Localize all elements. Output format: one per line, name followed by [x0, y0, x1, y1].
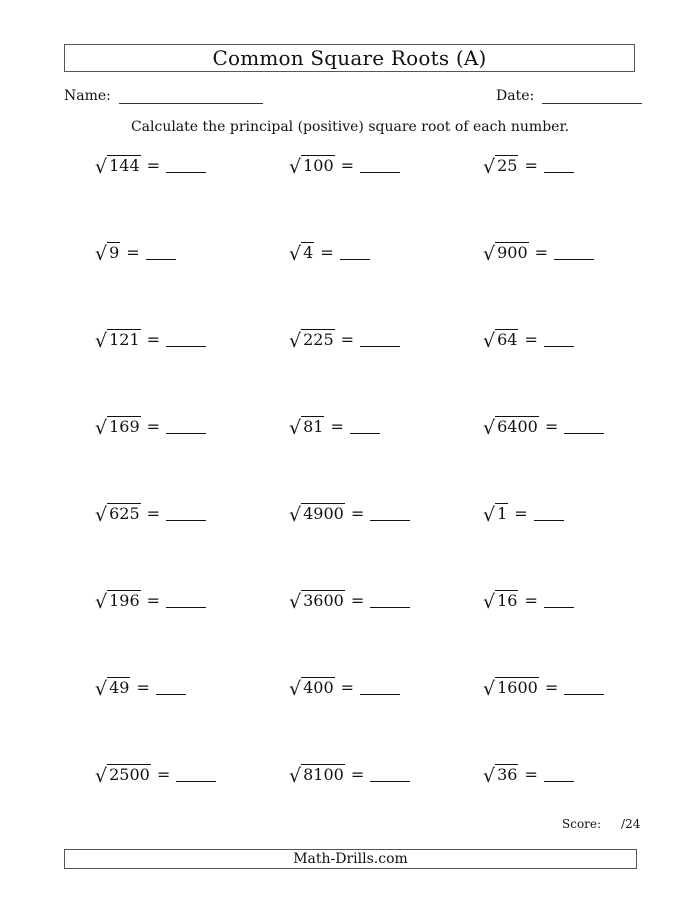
- radical-sign-icon: √: [289, 765, 302, 787]
- worksheet-title-text: Common Square Roots (A): [212, 46, 487, 70]
- radicand: 1600: [497, 678, 538, 697]
- problem-item: [289, 590, 410, 613]
- answer-blank[interactable]: [156, 680, 186, 695]
- radicand: 196: [109, 591, 140, 610]
- radical-sign-icon: √: [289, 156, 302, 178]
- square-root-expression: [289, 155, 335, 178]
- radicand: 100: [303, 156, 334, 175]
- equals-sign: =: [350, 591, 365, 610]
- answer-blank[interactable]: [544, 767, 574, 782]
- answer-blank[interactable]: [544, 332, 574, 347]
- score-total: /24: [621, 817, 641, 831]
- square-root-expression: [483, 329, 518, 352]
- radicand: 2500: [109, 765, 150, 784]
- problem-item: [289, 329, 400, 352]
- answer-blank[interactable]: [146, 245, 176, 260]
- score-label: Score:: [562, 817, 602, 831]
- equals-sign: =: [524, 591, 538, 610]
- radical-sign-icon: √: [289, 591, 302, 613]
- radical-sign-icon: √: [483, 243, 496, 265]
- problem-item: [289, 503, 410, 526]
- radicand: 25: [497, 156, 518, 175]
- square-root-expression: [483, 416, 539, 439]
- answer-blank[interactable]: [544, 158, 574, 173]
- square-root-expression: [483, 155, 518, 178]
- answer-blank[interactable]: [166, 158, 206, 173]
- square-root-expression: [289, 503, 345, 526]
- radical-sign-icon: √: [483, 591, 496, 613]
- radical-sign-icon: √: [289, 243, 302, 265]
- radical-sign-icon: √: [95, 243, 108, 265]
- equals-sign: =: [146, 330, 161, 349]
- radical-sign-icon: √: [95, 330, 108, 352]
- radical-sign-icon: √: [483, 504, 496, 526]
- equals-sign: =: [524, 156, 538, 175]
- problem-item: [483, 242, 594, 265]
- problem-item: [289, 764, 410, 787]
- radicand: 36: [497, 765, 518, 784]
- radical-sign-icon: √: [483, 678, 496, 700]
- problem-item: [95, 590, 206, 613]
- square-root-expression: [483, 764, 518, 787]
- answer-blank[interactable]: [534, 506, 564, 521]
- radicand: 169: [109, 417, 140, 436]
- radical-sign-icon: √: [95, 504, 108, 526]
- answer-blank[interactable]: [360, 680, 400, 695]
- square-root-expression: [95, 503, 141, 526]
- answer-blank[interactable]: [370, 593, 410, 608]
- problem-item: [289, 416, 380, 439]
- problem-item: [483, 416, 604, 439]
- square-root-expression: [95, 329, 141, 352]
- square-root-expression: [289, 242, 314, 265]
- name-label: Name:: [64, 88, 111, 104]
- answer-blank[interactable]: [350, 419, 380, 434]
- equals-sign: =: [544, 417, 559, 436]
- square-root-expression: [483, 503, 508, 526]
- problem-item: [483, 155, 574, 178]
- answer-blank[interactable]: [370, 767, 410, 782]
- equals-sign: =: [146, 504, 161, 523]
- radicand: 49: [109, 678, 130, 697]
- answer-blank[interactable]: [166, 506, 206, 521]
- equals-sign: =: [340, 678, 355, 697]
- answer-blank[interactable]: [166, 419, 206, 434]
- answer-blank[interactable]: [564, 680, 604, 695]
- equals-sign: =: [340, 156, 355, 175]
- equals-sign: =: [544, 678, 559, 697]
- problem-item: [483, 329, 574, 352]
- equals-sign: =: [534, 243, 549, 262]
- radical-sign-icon: √: [289, 417, 302, 439]
- radical-sign-icon: √: [95, 765, 108, 787]
- answer-blank[interactable]: [166, 593, 206, 608]
- problem-item: [95, 329, 206, 352]
- score-area: [562, 817, 640, 831]
- radical-sign-icon: √: [95, 417, 108, 439]
- answer-blank[interactable]: [176, 767, 216, 782]
- answer-blank[interactable]: [544, 593, 574, 608]
- equals-sign: =: [350, 504, 365, 523]
- problem-item: [483, 590, 574, 613]
- problem-item: [289, 242, 370, 265]
- problem-item: [289, 677, 400, 700]
- equals-sign: =: [126, 243, 140, 262]
- radicand: 81: [303, 417, 324, 436]
- square-root-expression: [289, 677, 335, 700]
- footer-text: Math-Drills.com: [293, 851, 408, 867]
- equals-sign: =: [136, 678, 150, 697]
- square-root-expression: [95, 155, 141, 178]
- problem-item: [95, 242, 176, 265]
- square-root-expression: [289, 764, 345, 787]
- square-root-expression: [483, 677, 539, 700]
- problem-item: [95, 155, 206, 178]
- problem-item: [95, 503, 206, 526]
- equals-sign: =: [320, 243, 334, 262]
- radical-sign-icon: √: [289, 504, 302, 526]
- answer-blank[interactable]: [360, 158, 400, 173]
- equals-sign: =: [340, 330, 355, 349]
- square-root-expression: [483, 590, 518, 613]
- answer-blank[interactable]: [340, 245, 370, 260]
- equals-sign: =: [330, 417, 344, 436]
- radicand: 400: [303, 678, 334, 697]
- radicand: 16: [497, 591, 518, 610]
- radicand: 4: [303, 243, 314, 262]
- answer-blank[interactable]: [360, 332, 400, 347]
- radical-sign-icon: √: [289, 330, 302, 352]
- answer-blank[interactable]: [564, 419, 604, 434]
- square-root-expression: [483, 242, 529, 265]
- radical-sign-icon: √: [95, 678, 108, 700]
- radical-sign-icon: √: [483, 765, 496, 787]
- radicand: 225: [303, 330, 334, 349]
- problem-item: [483, 764, 574, 787]
- equals-sign: =: [524, 330, 538, 349]
- answer-blank[interactable]: [166, 332, 206, 347]
- problem-item: [95, 677, 186, 700]
- answer-blank[interactable]: [370, 506, 410, 521]
- radical-sign-icon: √: [95, 591, 108, 613]
- radicand: 625: [109, 504, 140, 523]
- date-label: Date:: [496, 88, 535, 104]
- square-root-expression: [95, 677, 130, 700]
- square-root-expression: [95, 590, 141, 613]
- radicand: 6400: [497, 417, 538, 436]
- answer-blank[interactable]: [554, 245, 594, 260]
- square-root-expression: [95, 416, 141, 439]
- problem-item: [95, 416, 206, 439]
- problem-item: [483, 503, 564, 526]
- radicand: 9: [109, 243, 120, 262]
- square-root-expression: [289, 416, 324, 439]
- radicand: 1: [497, 504, 508, 523]
- radical-sign-icon: √: [483, 156, 496, 178]
- square-root-expression: [95, 764, 151, 787]
- radicand: 4900: [303, 504, 344, 523]
- radicand: 64: [497, 330, 518, 349]
- square-root-expression: [289, 590, 345, 613]
- radicand: 121: [109, 330, 140, 349]
- footer: [64, 849, 637, 869]
- radicand: 8100: [303, 765, 344, 784]
- problem-item: [95, 764, 216, 787]
- problem-item: [483, 677, 604, 700]
- equals-sign: =: [156, 765, 171, 784]
- radical-sign-icon: √: [289, 678, 302, 700]
- equals-sign: =: [146, 591, 161, 610]
- equals-sign: =: [146, 156, 161, 175]
- equals-sign: =: [514, 504, 528, 523]
- equals-sign: =: [524, 765, 538, 784]
- radical-sign-icon: √: [483, 330, 496, 352]
- radicand: 3600: [303, 591, 344, 610]
- instructions: Calculate the principal (positive) square root of each number.: [130, 119, 570, 135]
- square-root-expression: [289, 329, 335, 352]
- radical-sign-icon: √: [483, 417, 496, 439]
- radical-sign-icon: √: [95, 156, 108, 178]
- equals-sign: =: [146, 417, 161, 436]
- square-root-expression: [95, 242, 120, 265]
- radicand: 900: [497, 243, 528, 262]
- equals-sign: =: [350, 765, 365, 784]
- problem-item: [289, 155, 400, 178]
- radicand: 144: [109, 156, 140, 175]
